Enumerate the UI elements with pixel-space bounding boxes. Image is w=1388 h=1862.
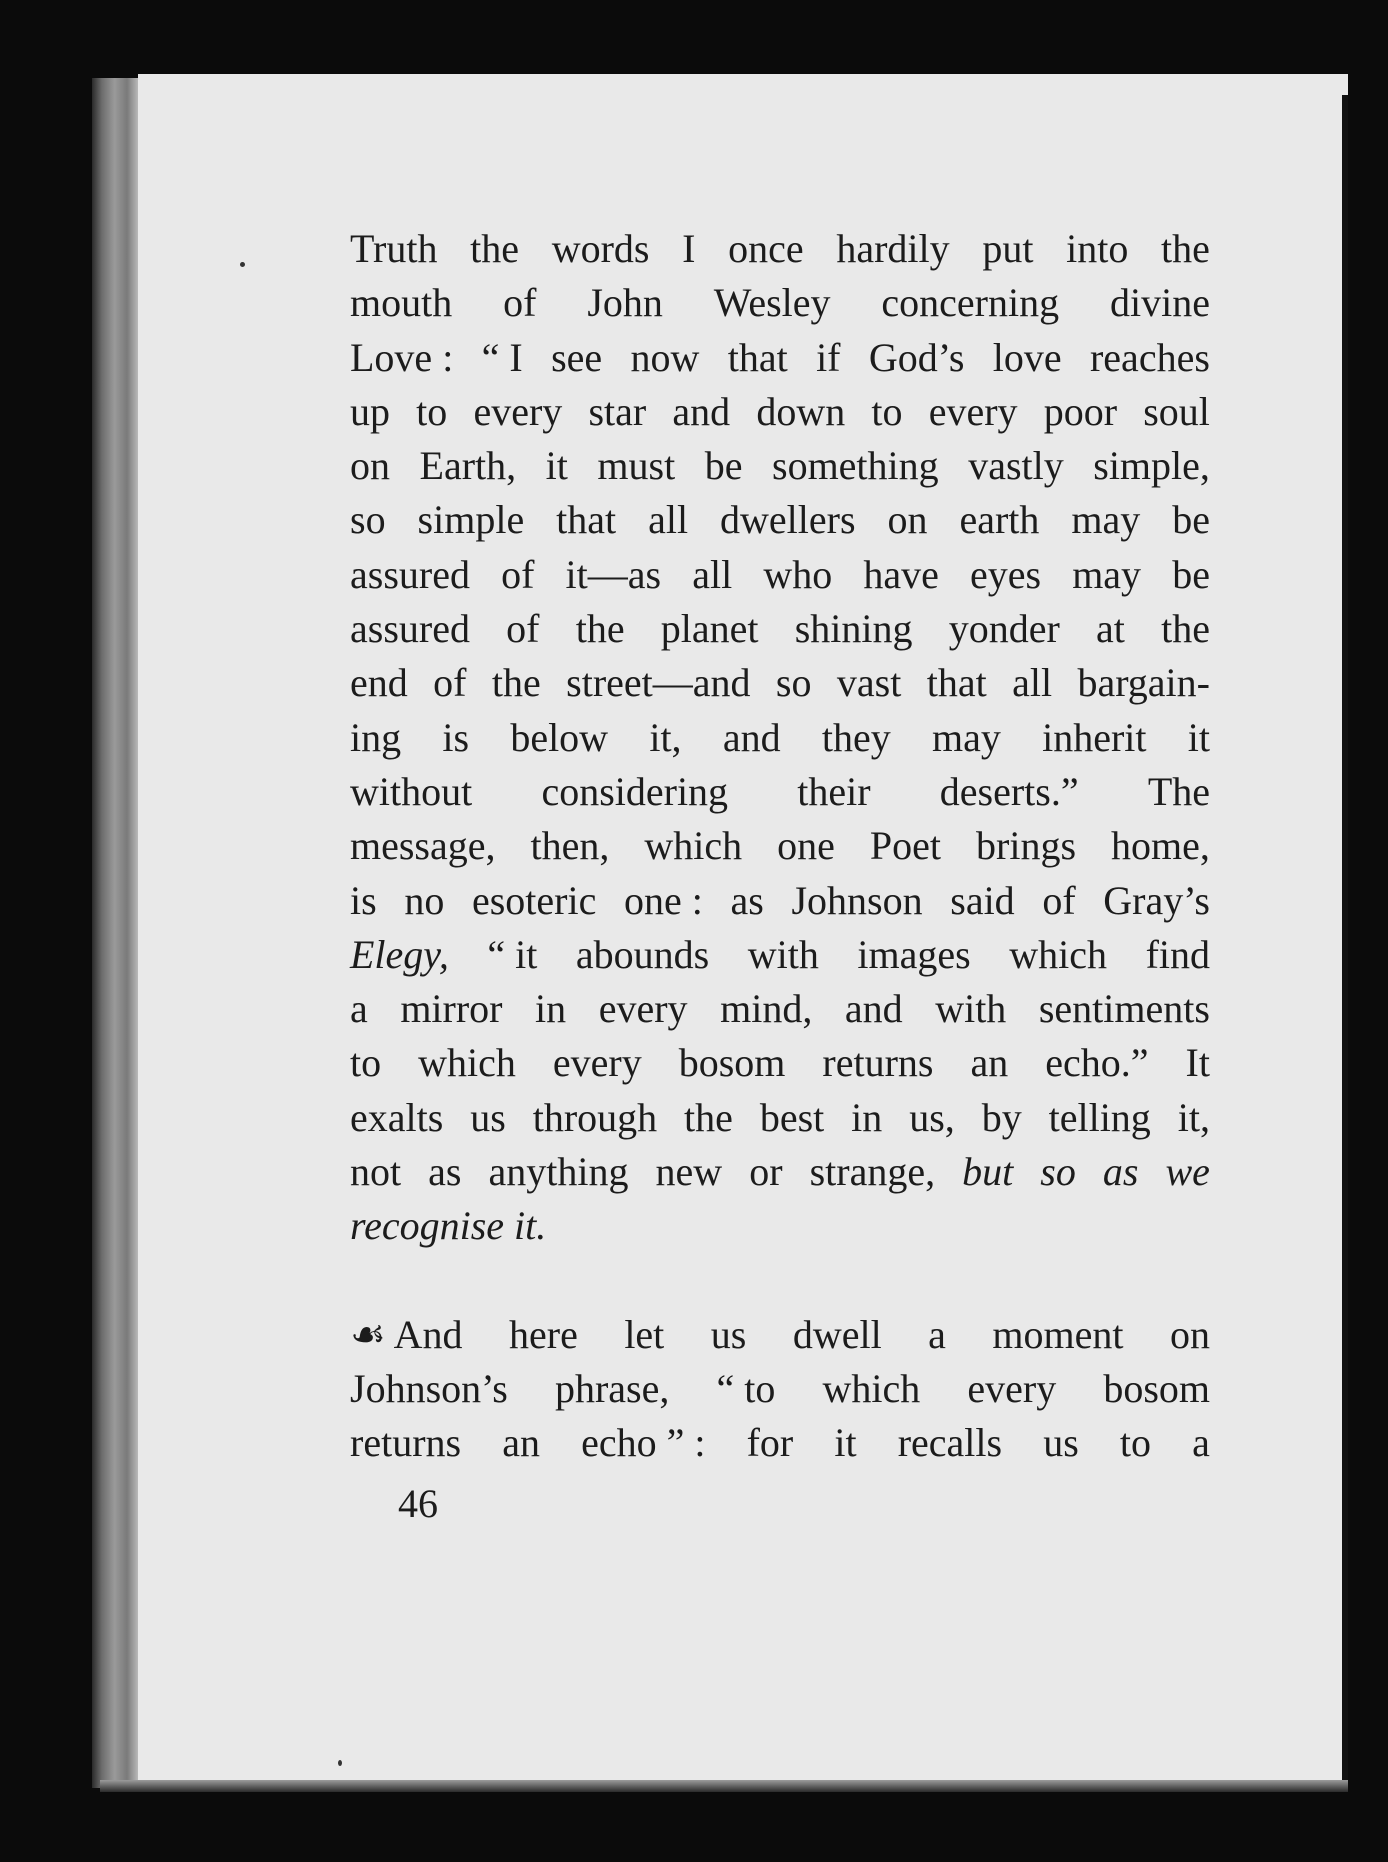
word: strange, [809,1149,936,1195]
word: simple [417,497,525,543]
word: every [552,1040,642,1086]
word: below [510,714,609,760]
word: without [350,768,473,814]
word: then, [530,823,610,869]
word: so [1040,1149,1076,1195]
word: Wesley [713,280,831,326]
word: so [350,497,386,543]
word: recalls [897,1420,1003,1466]
word: a [928,1311,946,1357]
word: to [350,1040,382,1086]
word: echo ” : [581,1420,706,1466]
word: that [727,334,788,380]
word: if [816,334,841,380]
word: every [967,1365,1057,1411]
word: who [763,551,833,597]
word: every [598,986,688,1032]
body-text [350,222,1210,1471]
word: end [350,660,408,706]
word: one [777,823,835,869]
word: on [350,443,390,489]
page-number: 46 [398,1481,438,1526]
word: soul [1143,388,1210,434]
word: bosom [1103,1365,1210,1411]
word: abounds [575,931,710,977]
word: on [1169,1311,1210,1357]
word: the [1161,226,1210,271]
word: reaches [1089,334,1210,380]
word: which [1009,931,1108,977]
word: message, [350,823,496,869]
word: the [470,226,520,271]
word: that [926,660,987,706]
word: us [470,1094,506,1140]
word: as [428,1149,462,1195]
word: us [1043,1420,1079,1466]
text-line [350,331,1210,385]
word: star [588,388,647,434]
text-line [350,493,1210,547]
word: now [630,334,700,380]
word: which [644,823,743,869]
word: every [473,388,563,434]
word: earth [959,497,1040,543]
text-line [350,222,1210,276]
word: and [672,388,731,434]
text-line [350,1416,1210,1470]
word: the [491,660,541,706]
word: yonder [948,606,1060,652]
word: bosom [678,1040,786,1086]
text-line [350,928,1210,982]
word: into [1066,226,1129,271]
word: of [433,660,467,706]
word: hardily [836,226,950,271]
word: considering [541,768,729,814]
word: The [1147,768,1210,814]
word: it [1187,714,1210,760]
text-line [350,765,1210,819]
word: Elegy, [350,931,449,977]
word: “ it [487,931,538,977]
word: of [1042,877,1076,923]
word: all [692,551,733,597]
word: of [506,606,540,652]
word: to [1119,1420,1152,1466]
text-line [350,1091,1210,1145]
word: “ to [716,1365,776,1411]
word: mind, [720,986,813,1032]
word: not [350,1149,402,1195]
word: love [992,334,1062,380]
word: dwell [792,1311,882,1357]
word: dwellers [720,497,856,543]
book-spine [92,78,142,1788]
word: with [935,986,1007,1032]
word: let [624,1311,665,1357]
word: it [545,443,568,489]
word: assured [350,551,470,597]
text-line [350,385,1210,439]
word: home, [1111,823,1210,869]
word: Johnson [791,877,923,923]
word: I [682,226,696,271]
word: in [535,986,567,1032]
word: down [756,388,846,434]
word: up [350,388,390,434]
word: they [821,714,891,760]
word: John [587,280,663,326]
word: may [1072,551,1142,597]
word: or [749,1149,783,1195]
text-line [350,1199,1210,1253]
word: must [597,443,676,489]
word: it—as [565,551,662,597]
scan-speck [338,1760,342,1766]
facing-page-edge [1342,95,1348,1780]
word: mouth [350,280,453,326]
word: be [1172,551,1210,597]
word: bargain- [1077,660,1210,706]
text-line [350,276,1210,330]
word: it, [649,714,682,760]
word: anything [488,1149,629,1195]
word: every [928,388,1018,434]
word: telling [1048,1094,1151,1140]
word: is [442,714,470,760]
word: an [970,1040,1009,1086]
word: vastly [968,443,1064,489]
text-line [350,548,1210,602]
word: it, [1177,1094,1210,1140]
word: images [857,931,971,977]
word: find [1145,931,1210,977]
word: we [1165,1149,1210,1195]
word: God’s [868,334,965,380]
word: assured [350,606,470,652]
word: on [887,497,928,543]
text-line [350,1036,1210,1090]
word: said [950,877,1015,923]
word: mirror [400,986,503,1032]
word: for [746,1420,794,1466]
word: Johnson’s [350,1365,508,1411]
word: eyes [969,551,1042,597]
word: all [648,497,689,543]
word: to [871,388,903,434]
word: phrase, [554,1365,670,1411]
word: with [747,931,819,977]
word: their [797,768,871,814]
word: which [418,1040,516,1086]
word: in [851,1094,883,1140]
text-line [350,656,1210,710]
word: Love : [350,334,454,380]
word: once [728,226,804,271]
word: It [1185,1040,1210,1086]
text-line [350,982,1210,1036]
word: of [501,551,535,597]
word: us, [909,1094,955,1140]
word: the [575,606,625,652]
word: an [502,1420,540,1466]
word: be [1172,497,1210,543]
word: words [551,226,650,271]
word: exalts [350,1094,444,1140]
word: the [684,1094,733,1140]
text-line [350,439,1210,493]
word: and [844,986,903,1032]
word: may [1071,497,1141,543]
word: Gray’s [1103,877,1210,923]
word: Poet [869,823,942,869]
word: through [532,1094,658,1140]
word: poor [1043,388,1118,434]
word: sentiments [1038,986,1210,1032]
word: of [503,280,537,326]
word: recognise it. [350,1203,547,1249]
word: new [655,1149,723,1195]
word: best [759,1094,825,1140]
scan-speck [240,262,245,267]
word: brings [976,823,1077,869]
word: to [416,388,448,434]
text-line [350,711,1210,765]
word: inherit [1042,714,1147,760]
word: ing [350,714,402,760]
word: “ I [481,334,523,380]
text-line [350,874,1210,928]
word: as [730,877,764,923]
word: a [1192,1420,1210,1466]
word: moment [992,1311,1124,1357]
word: here [509,1311,578,1357]
word: as [1102,1149,1139,1195]
text-line [350,1308,1210,1362]
word: it [834,1420,857,1466]
word: have [863,551,939,597]
word: Earth, [419,443,517,489]
word: and [722,714,781,760]
word: shining [794,606,913,652]
word: so [775,660,812,706]
word: that [556,497,617,543]
word: simple, [1093,443,1210,489]
text-line [350,1362,1210,1416]
word: ☙ And [350,1311,463,1357]
word: returns [822,1040,934,1086]
word: be [704,443,743,489]
word: vast [836,660,902,706]
word: echo.” [1045,1040,1149,1086]
word: deserts.” [939,768,1079,814]
word: see [551,334,603,380]
word: by [981,1094,1022,1140]
word: may [931,714,1001,760]
word: no [404,877,445,923]
page-bottom-edge [100,1780,1348,1792]
word: all [1012,660,1053,706]
text-line [350,819,1210,873]
word: is [350,877,377,923]
word: Truth [350,226,438,271]
word: planet [660,606,759,652]
text-line [350,1145,1210,1199]
word: which [822,1365,921,1411]
word: concerning [881,280,1060,326]
word: at [1096,606,1125,652]
word: one : [623,877,703,923]
word: returns [350,1420,462,1466]
word: street—and [566,660,751,706]
word: esoteric [471,877,597,923]
word: put [982,226,1034,271]
word: a [350,986,368,1032]
word: divine [1109,280,1210,326]
paragraph-gap [350,1254,1210,1308]
text-line [350,602,1210,656]
word: but [962,1149,1014,1195]
word: something [772,443,939,489]
word: the [1161,606,1210,652]
word: us [710,1311,747,1357]
